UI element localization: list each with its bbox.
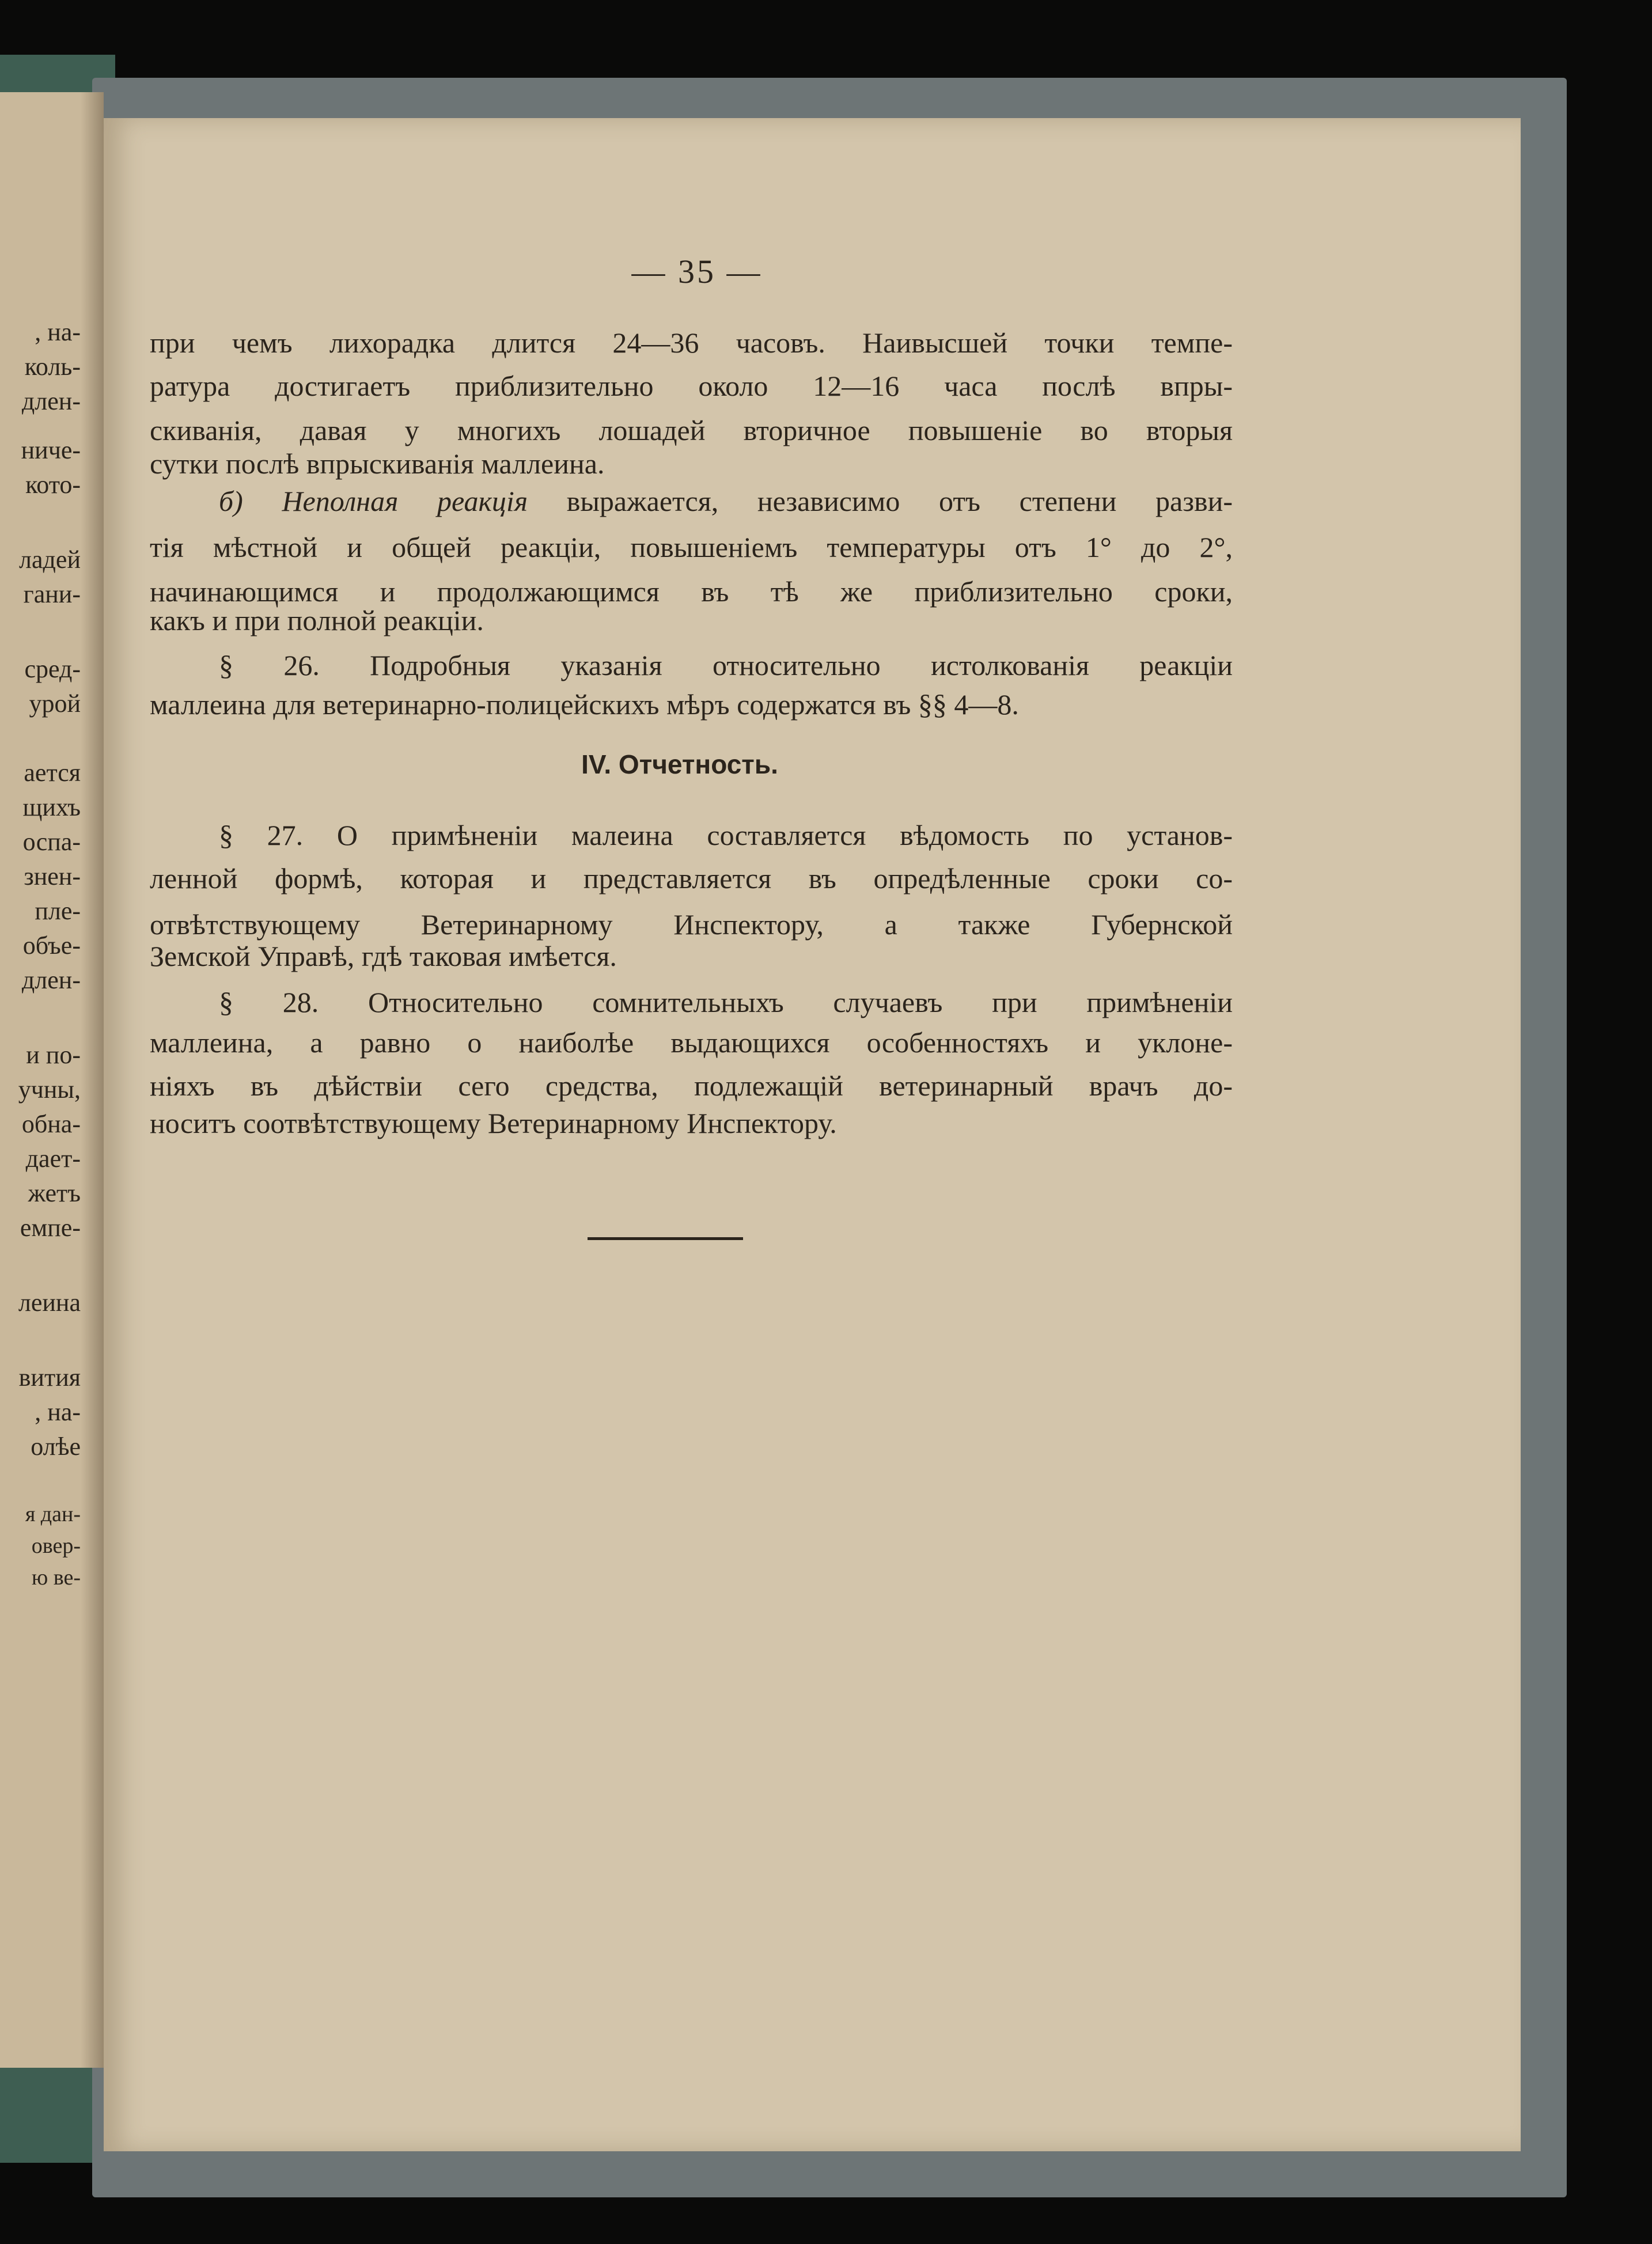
left-page-line: урой (29, 689, 81, 718)
left-page-line: сред- (24, 655, 81, 683)
text-line: Земской Управѣ, гдѣ таковая имѣется. (150, 940, 617, 972)
left-page-line: дает- (25, 1144, 81, 1173)
left-page-line: гани- (23, 580, 81, 608)
left-page-line: пле- (35, 897, 81, 925)
left-page-line: жетъ (28, 1179, 81, 1207)
text-line: ленной формѣ, которая и представляется въ опредѣленные сроки со- (150, 862, 1233, 894)
section-heading: IV. Отчетность. (581, 749, 778, 779)
left-page-line: щихъ (22, 793, 81, 821)
text-line: тія мѣстной и общей реакціи, повышеніемъ температуры отъ 1° до 2°, (150, 531, 1233, 563)
left-page-line: леина (18, 1288, 81, 1317)
text-fragment: выражается, независимо отъ степени разви- (528, 485, 1233, 517)
text-line: § 27. О примѣненіи малеина составляется вѣдомость по установ- (219, 819, 1233, 851)
left-page-line: я дан- (25, 1502, 81, 1526)
text-line: маллеина, а равно о наиболѣе выдающихся особенностяхъ и уклоне- (150, 1026, 1233, 1059)
left-page-line: объе- (22, 931, 81, 960)
text-line: начинающимся и продолжающимся въ тѣ же приблизительно сроки, (150, 575, 1233, 608)
left-page-line: емпе- (20, 1214, 81, 1242)
text-line: § 26. Подробныя указанія относительно истолкованія реакціи (219, 649, 1233, 681)
left-page-line: кото- (25, 471, 81, 499)
page-number: — 35 — (631, 253, 763, 290)
left-page-line: овер- (31, 1534, 81, 1558)
left-page-line: олѣе (31, 1432, 81, 1461)
text-line: ратура достигаетъ приблизительно около 12—16 часа послѣ впры- (150, 370, 1233, 402)
text-line: носитъ соотвѣтствующему Ветеринарному Инспектору. (150, 1107, 837, 1139)
left-page-line: обна- (21, 1110, 81, 1138)
text-line: скиванія, давая у многихъ лошадей вторичное повышеніе во вторыя (150, 414, 1233, 446)
left-page-line: ается (24, 759, 81, 787)
left-page-line: ниче- (21, 436, 81, 464)
left-page-line: , на- (35, 318, 81, 346)
text-line (150, 487, 1233, 515)
left-page-line: ю ве- (31, 1566, 81, 1590)
text-line: § 28. Относительно сомнительныхъ случаевъ при примѣненіи (219, 986, 1233, 1018)
italic-term: б) Неполная реакція (219, 485, 528, 517)
left-page (0, 92, 104, 2068)
left-page-line: , на- (35, 1398, 81, 1426)
left-page-gutter (81, 92, 104, 2068)
left-page-line: и по- (26, 1041, 81, 1069)
left-page-line: длен- (21, 387, 81, 415)
left-page-line: ладей (19, 545, 81, 574)
text-line: ніяхъ въ дѣйствіи сего средства, подлежащій ветеринарный врачъ до- (150, 1070, 1233, 1102)
left-page-line: вития (18, 1363, 81, 1392)
text-line: сутки послѣ впрыскиванія маллеина. (150, 448, 605, 480)
left-page-line: оспа- (22, 828, 81, 856)
left-page-line: учны, (18, 1075, 81, 1104)
text-line: при чемъ лихорадка длится 24—36 часовъ. Наивысшей точки темпе- (150, 327, 1233, 359)
left-page-line: коль- (24, 352, 81, 381)
text-line: маллеина для ветеринарно-полицейскихъ мѣръ содержатся въ §§ 4—8. (150, 688, 1019, 721)
left-page-line: длен- (21, 966, 81, 994)
text-line: какъ и при полной реакціи. (150, 604, 484, 636)
left-page-line: знен- (24, 862, 81, 890)
closing-rule (588, 1237, 743, 1240)
text-line: отвѣтствующему Ветеринарному Инспектору, а также Губернской (150, 908, 1233, 941)
